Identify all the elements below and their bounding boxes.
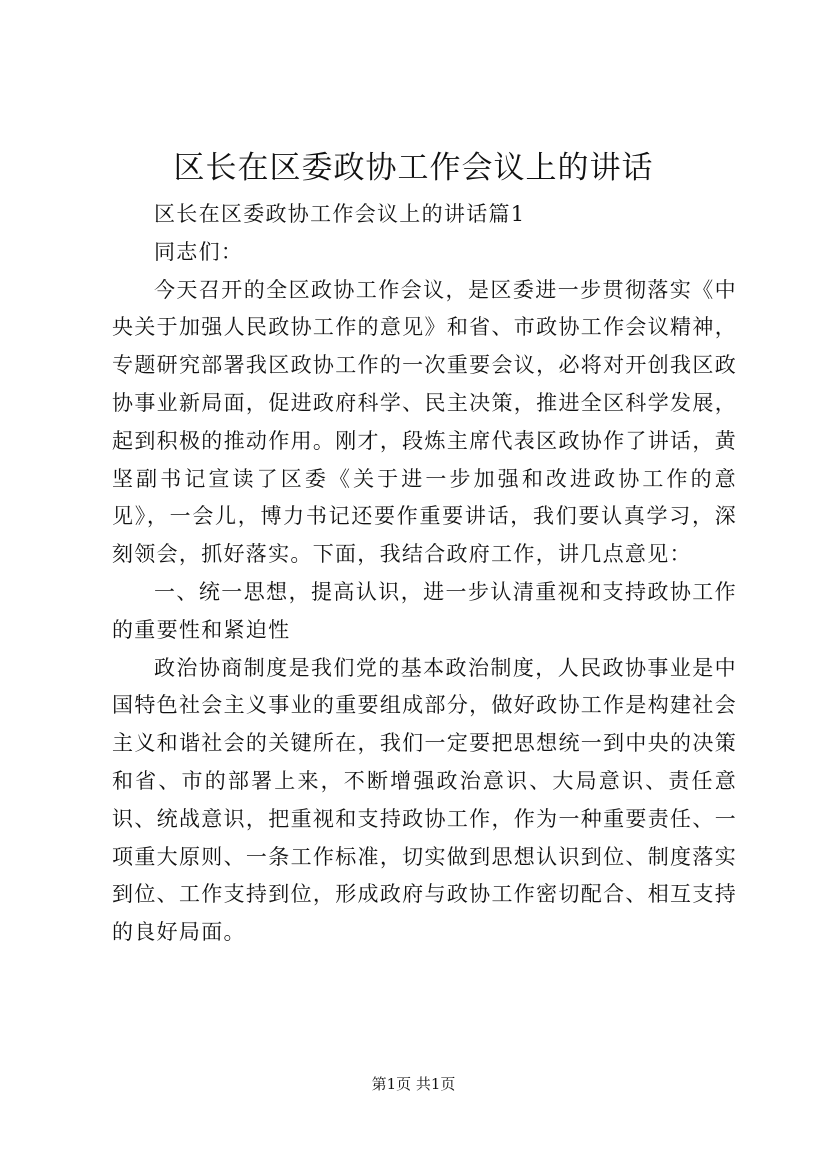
page-footer: 第1页 共1页	[371, 1075, 456, 1093]
section-heading-paragraph: 一、统一思想，提高认识，进一步认清重视和支持政协工作的重要性和紧迫性	[112, 579, 737, 642]
document-title: 区长在区委政协工作会议上的讲话	[173, 150, 654, 186]
body-paragraph: 今天召开的全区政协工作会议，是区委进一步贯彻落实《中央关于加强人民政协工作的意见》和省、市政协工作会议精神，专题研究部署我区政协工作的一次重要会议，必将对开创我区政协事业新局面，促进政府科学、民主决策，推进全区科学发展，起到积极的推动作用。刚才，段炼主席代表区政协作了讲话，黄坚副书记宣读了区委《关于进一步加强和改进政协工作的意见》，一会儿，博力书记还要作重要讲话，我们要认真学习，深刻领会，抓好落实。下面，我结合政府工作，讲几点意见：	[112, 277, 737, 567]
salutation-paragraph: 同志们：	[154, 239, 244, 264]
body-paragraph: 政治协商制度是我们党的基本政治制度，人民政协事业是中国特色社会主义事业的重要组成部分，做好政协工作是构建社会主义和谐社会的关键所在，我们一定要把思想统一到中央的决策和省、市的部署上来，不断增强政治意识、大局意识、责任意识、统战意识，把重视和支持政协工作，作为一种重要责任、一项重大原则、一条工作标准，切实做到思想认识到位、制度落实到位、工作支持到位，形成政府与政协工作密切配合、相互支持的良好局面。	[112, 655, 737, 945]
document-body	[112, 196, 737, 952]
subtitle-paragraph: 区长在区委政协工作会议上的讲话篇1	[154, 202, 526, 226]
